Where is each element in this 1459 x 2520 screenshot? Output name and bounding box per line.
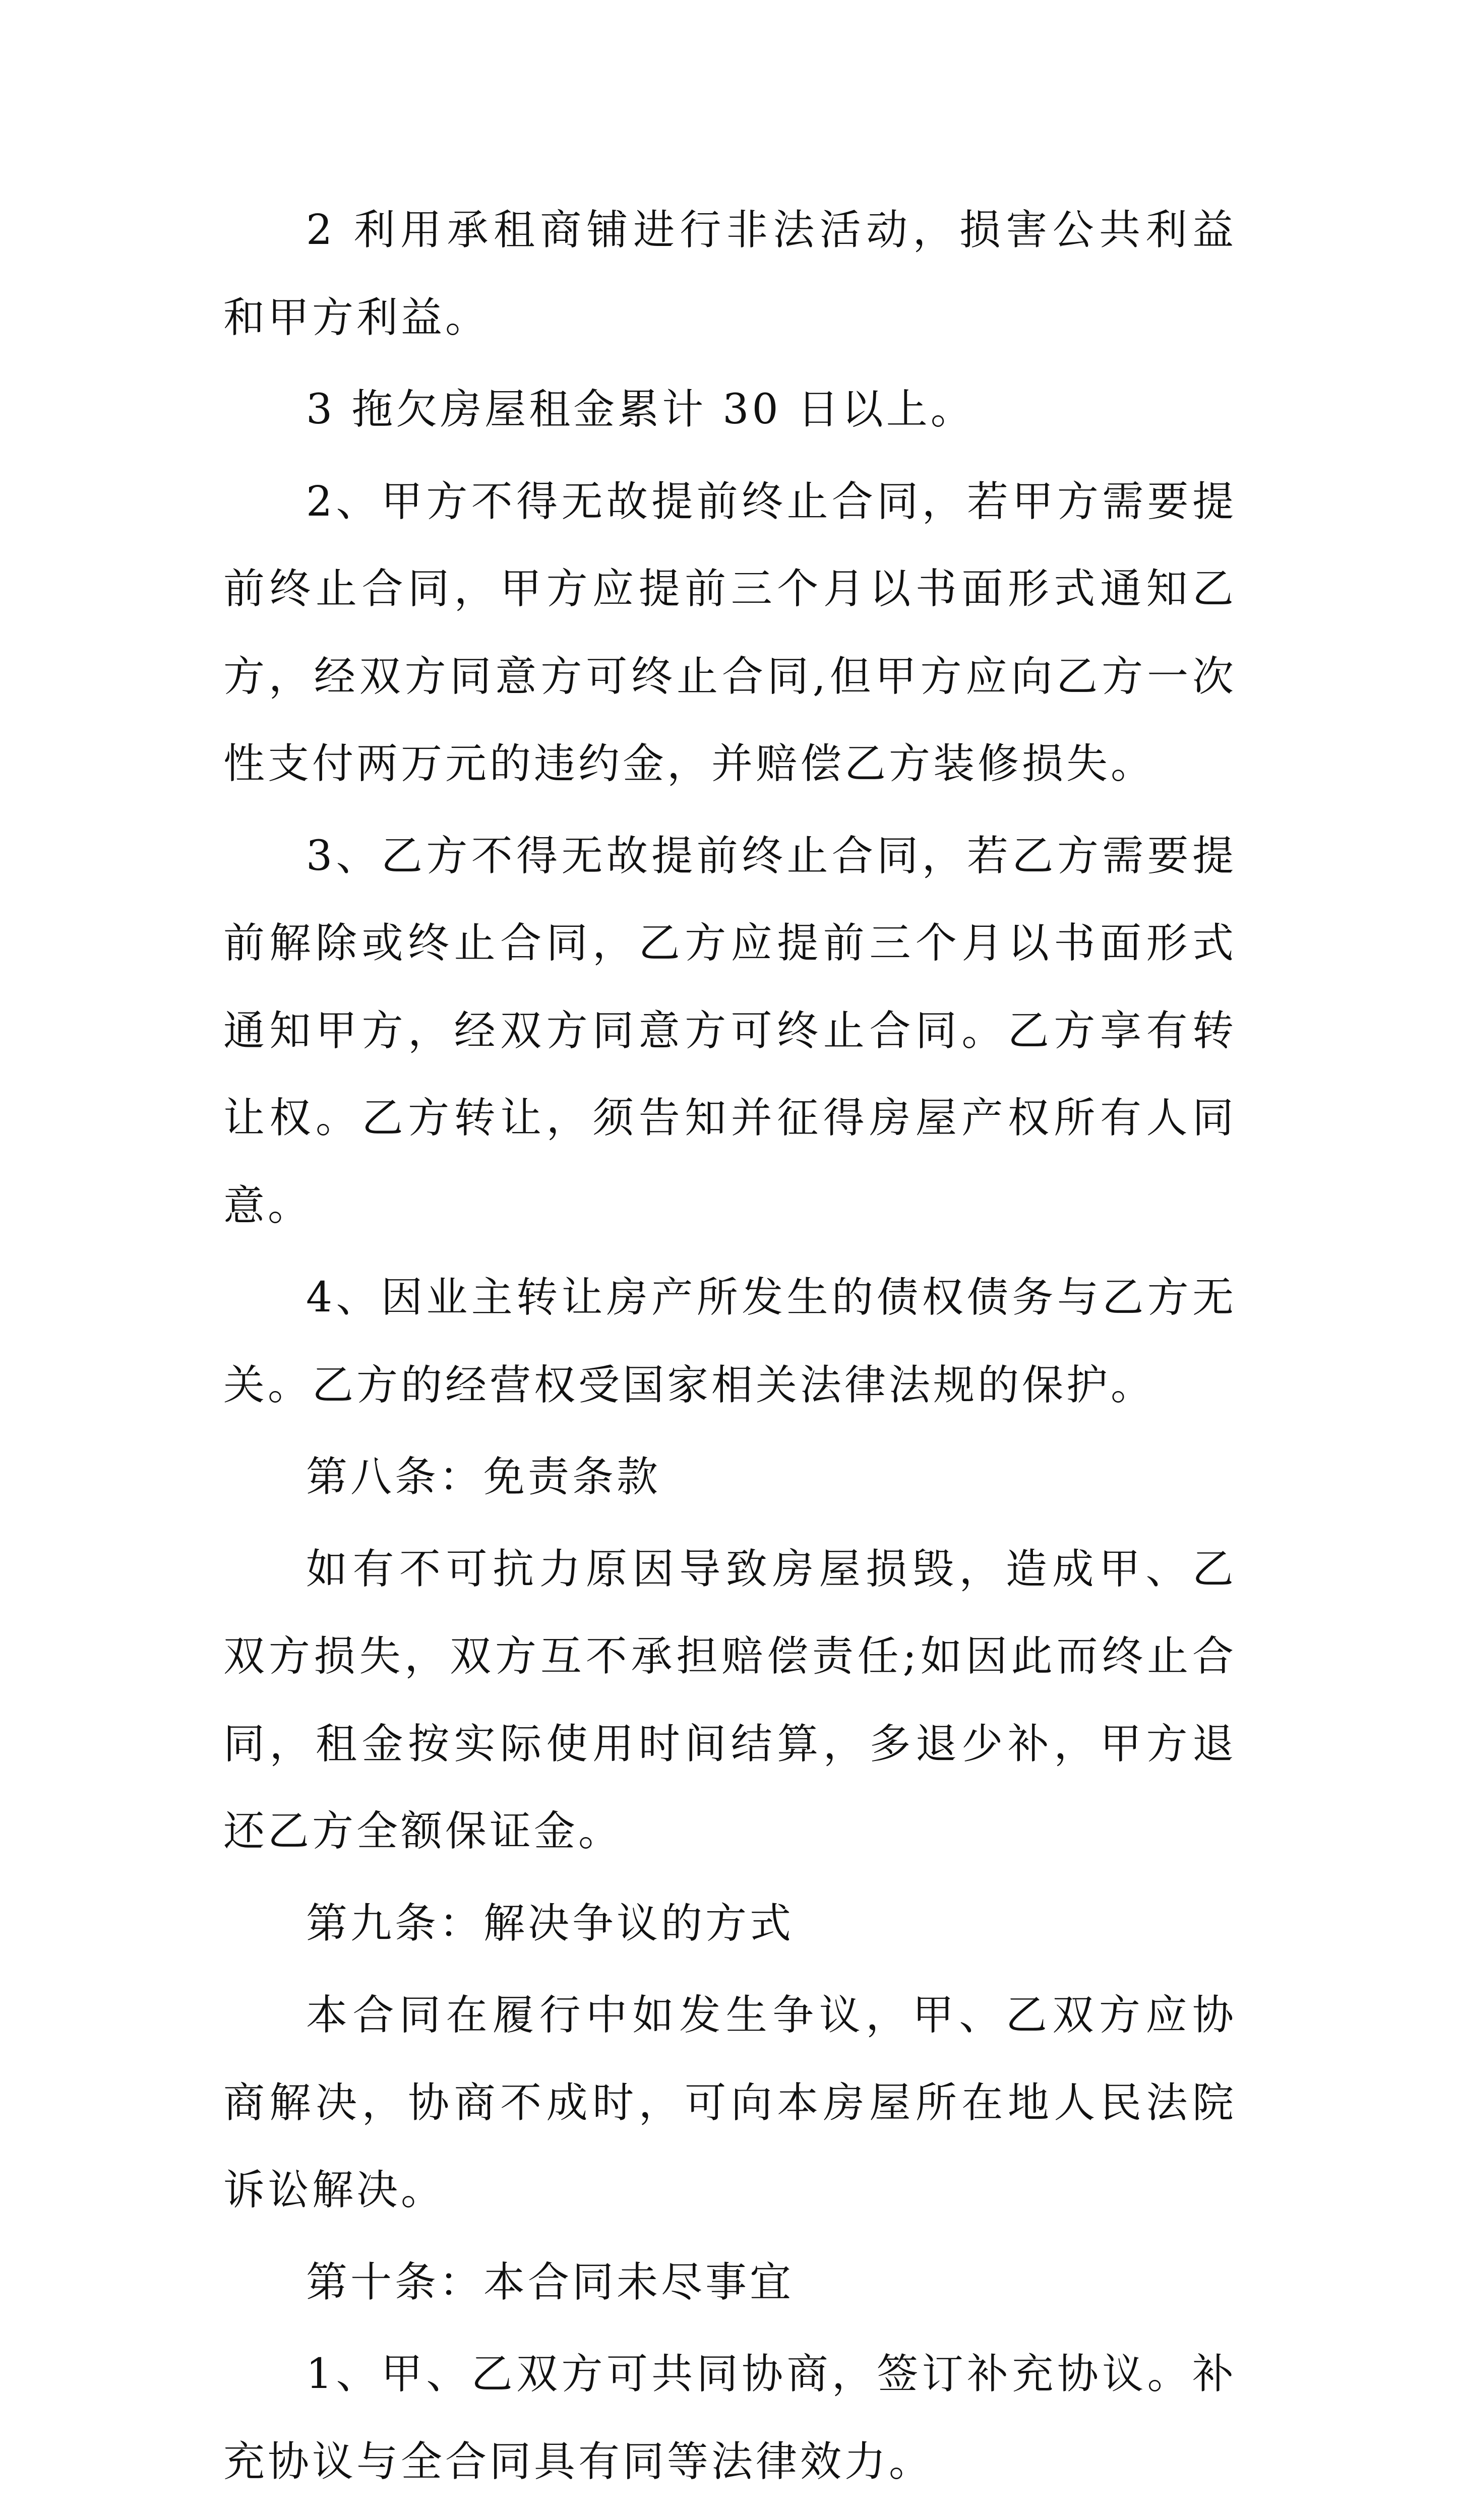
- document-page: [223, 186, 1237, 2520]
- paragraph-copies: [223, 2510, 1237, 2520]
- article-8-heading: 第八条：免责条款: [306, 1453, 661, 1501]
- paragraph-supplementary-agreement: 1、甲、乙双方可共同协商，签订补充协议。补充协议与全合同具有同等法律效力。: [223, 2350, 1237, 2486]
- article-10-heading: 第十条：本合同未尽事宜: [306, 2258, 795, 2306]
- paragraph-party-b-termination: 3、乙方不得无故提前终止合同，若乙方需要提前解除或终止合同，乙方应提前三个月以书面形式通知甲方，经双方同意方可终止合同。乙方享有转让权。乙方转让，须告知并征得房屋产权所有人同意。: [223, 832, 1237, 1230]
- paragraph-party-a-termination: 2、甲方不得无故提前终止合同，若甲方需要提前终止合同，甲方应提前三个月以书面形式通知乙方，经双方同意方可终止合同,但甲方应向乙方一次性支付两万元的违约金，并赔偿乙方装修损失。: [223, 477, 1237, 788]
- paragraph-rent-arrears: 3 拖欠房屋租金累计 30 日以上。: [306, 386, 975, 433]
- article-9-heading: 第九条：解决争议的方式: [306, 1899, 795, 1947]
- paragraph-owner-transfer: 4、因业主转让房产所发生的债权债务与乙方无关。乙方的经营权受国家相关法律法规的保护。: [223, 1274, 1237, 1409]
- paragraph-dispute-resolution: 本合同在履行中如发生争议，甲、乙双方应协商解决，协商不成时，可向本房屋所在地人民法院诉讼解决。: [223, 1991, 1237, 2214]
- paragraph-force-majeure: 如有不可抗力原因导致房屋损毁，造成甲、乙双方损失，双方互不承担赔偿责任;如因此而终止合同，租金按实际使用时间结算，多退少补，甲方退还乙方全额保证金。: [223, 1545, 1237, 1855]
- paragraph-illegal-activity: 2 利用承租商铺进行非法活动，损害公共利益和甲方利益。: [223, 206, 1237, 342]
